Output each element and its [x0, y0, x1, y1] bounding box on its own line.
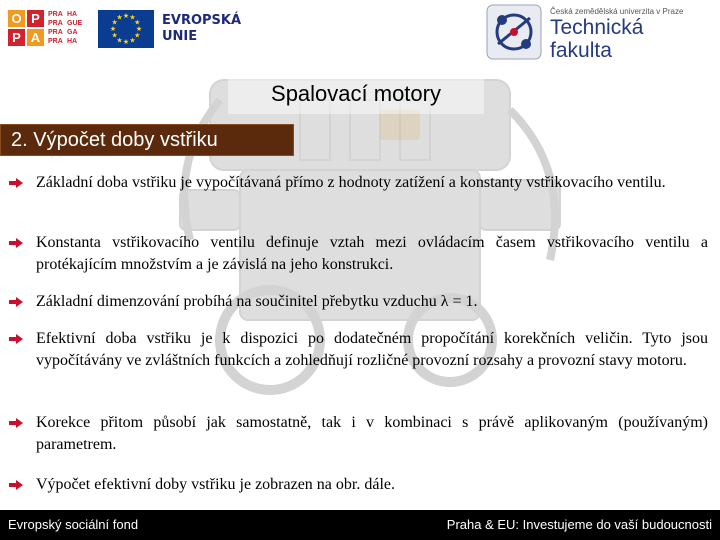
opp-city: PRA — [48, 11, 63, 18]
faculty-name-line1: Technická — [550, 16, 644, 39]
faculty-name-line2: fakulta — [550, 39, 612, 62]
bullet-item — [8, 474, 712, 496]
eu-logo-line2: UNIE — [162, 29, 198, 44]
faculty-university: Česká zemědělská univerzita v Praze — [550, 7, 684, 16]
red-arrow-icon — [8, 479, 24, 491]
opp-letter: A — [27, 29, 44, 46]
bullet-item — [8, 291, 712, 313]
bullet-text: Efektivní doba vstřiku je k dispozici po dodatečném propočítání korekčních veličin. Tyto jsou vypočítávány ve zvláštních funkcích a zohledňují rozličné provozní rozsahy a provozní stavy motoru. — [36, 330, 708, 369]
opp-city: PRA — [48, 38, 63, 45]
red-arrow-icon — [8, 333, 24, 345]
opp-city: PRA — [48, 20, 63, 27]
bullet-text: Základní doba vstřiku je vypočítávaná přímo z hodnoty zatížení a konstanty vstřikovacího ventilu. — [36, 174, 666, 191]
red-arrow-icon — [8, 237, 24, 249]
svg-text:★: ★ — [129, 13, 136, 22]
bullet-text: Korekce přitom působí jak samostatně, tak i v kombinaci s právě aplikovaným (používaným) parametrem. — [36, 414, 708, 453]
section-heading: 2. Výpočet doby vstřiku — [0, 124, 294, 156]
bullet-item — [8, 328, 712, 372]
footer-right-text: Praha & EU: Investujeme do vaší budoucnosti — [446, 517, 712, 532]
svg-text:★: ★ — [111, 31, 118, 40]
svg-text:★: ★ — [134, 18, 141, 27]
svg-text:★: ★ — [116, 13, 123, 22]
opp-city: HA — [67, 38, 78, 45]
red-arrow-icon — [8, 417, 24, 429]
opp-city: GUE — [67, 20, 83, 27]
opp-letter: O — [8, 10, 25, 27]
footer-left-text: Evropský sociální fond — [8, 517, 139, 532]
bullet-item — [8, 172, 712, 194]
svg-text:★: ★ — [135, 25, 143, 33]
svg-text:★: ★ — [134, 31, 141, 40]
footer-bar — [0, 510, 720, 540]
bullet-item — [8, 232, 712, 276]
eu-logo — [98, 10, 241, 48]
opp-praha-logo — [8, 10, 84, 46]
svg-text:★: ★ — [111, 18, 118, 27]
bullet-text: Konstanta vstřikovacího ventilu definuje vztah mezi ovládacím časem vstřikovacího ventilu a protékajícím množstvím a je závislá na jeho konstrukci. — [36, 234, 708, 273]
slide-title: Spalovací motory — [228, 74, 484, 114]
faculty-emblem-icon — [486, 4, 542, 60]
faculty-logo — [486, 4, 683, 62]
bullet-text: Základní dimenzování probíhá na součinitel přebytku vzduchu λ = 1. — [36, 293, 478, 310]
svg-text:★: ★ — [116, 36, 123, 45]
eu-logo-line1: EVROPSKÁ — [162, 13, 242, 28]
svg-text:★: ★ — [122, 38, 130, 46]
opp-city: HA — [67, 11, 78, 18]
eu-flag-icon — [98, 10, 154, 48]
svg-text:★: ★ — [122, 12, 130, 20]
opp-letter: P — [8, 29, 25, 46]
opp-letter: P — [27, 10, 44, 27]
bullet-text: Výpočet efektivní doby vstřiku je zobrazen na obr. dále. — [36, 476, 395, 493]
opp-city: PRA — [48, 29, 63, 36]
opp-city: GA — [67, 29, 78, 36]
red-arrow-icon — [8, 177, 24, 189]
red-arrow-icon — [8, 296, 24, 308]
bullet-item — [8, 412, 712, 456]
svg-text:★: ★ — [109, 25, 117, 33]
svg-text:★: ★ — [129, 36, 136, 45]
